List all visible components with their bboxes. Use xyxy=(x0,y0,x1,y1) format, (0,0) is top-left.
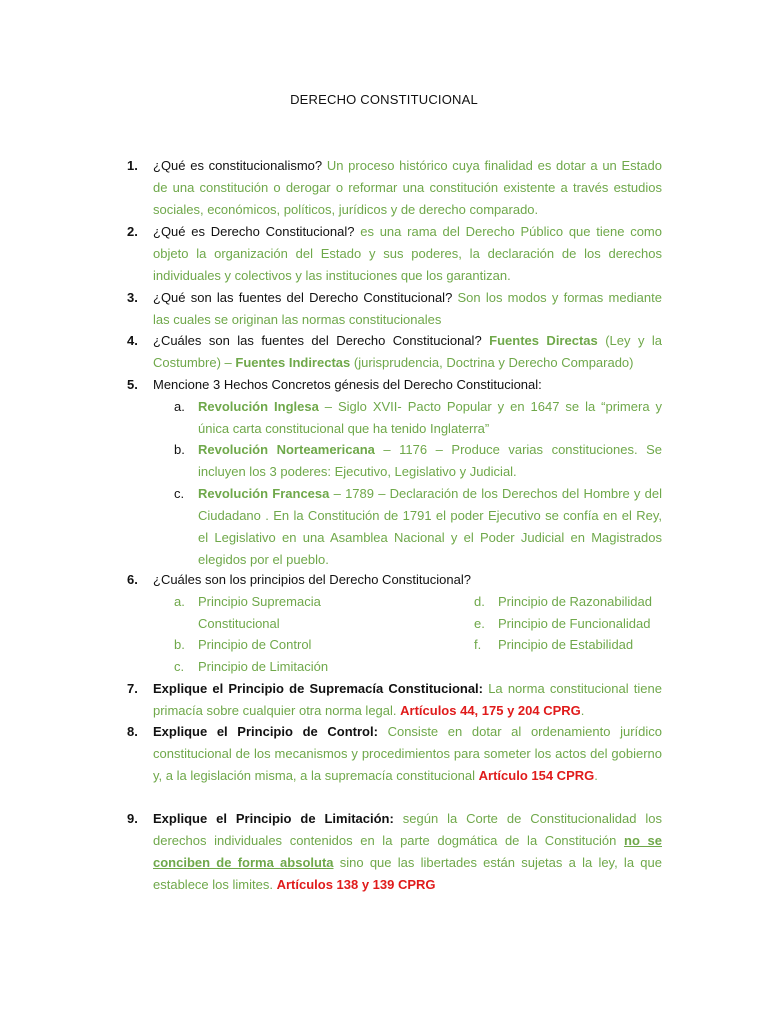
principle-label: Principio de Razonabilidad xyxy=(498,594,652,609)
question-text: ¿Qué es constitucionalismo? xyxy=(153,158,323,173)
indirect-sources-text: (jurisprudencia, Doctrina y Derecho Comparado) xyxy=(353,355,634,370)
answer-end: . xyxy=(580,703,585,718)
principle-f xyxy=(474,634,633,656)
answer-text: Un proceso histórico cuya finalidad es dotar a un Estado de una constitución o derogar o reformar una constitución existente a través estudios sociales, económicos, políticos, jurídicos y de derecho comparado. xyxy=(153,158,662,217)
item-letter: a. xyxy=(174,399,185,414)
principle-a-continued xyxy=(198,613,280,635)
principle-label: Principio de Limitación xyxy=(198,659,329,674)
question-number: 1. xyxy=(127,158,138,173)
question-3 xyxy=(128,287,662,331)
legal-reference: Artículos 138 y 139 CPRG xyxy=(276,877,436,892)
question-number: 4. xyxy=(127,333,138,348)
principle-label: Principio de Estabilidad xyxy=(498,637,634,652)
answer-text: es una rama del Derecho Público que tiene como objeto la organización del Estado y sus poderes, la declaración de los derechos individuales y colectivos y las instituciones que los garantizan. xyxy=(153,224,662,283)
question-text: Explique el Principio de Control: xyxy=(153,724,378,739)
item-letter: b. xyxy=(174,442,185,457)
question-number: 2. xyxy=(127,224,138,239)
question-number: 9. xyxy=(127,811,138,826)
question-text: ¿Cuáles son los principios del Derecho Constitucional? xyxy=(153,572,471,587)
event-item-c xyxy=(174,483,662,571)
question-6 xyxy=(128,569,662,591)
question-4 xyxy=(128,330,662,374)
principle-label: Principio de Control xyxy=(198,637,312,652)
principle-b xyxy=(174,634,311,656)
item-letter: c. xyxy=(174,486,185,501)
principle-a xyxy=(174,591,321,613)
legal-reference: Artículos 44, 175 y 204 CPRG xyxy=(400,703,581,718)
event-item-b xyxy=(174,439,662,483)
direct-sources-label: Fuentes Directas xyxy=(489,333,598,348)
question-7 xyxy=(128,678,662,722)
principle-label: Principio de Funcionalidad xyxy=(498,616,651,631)
event-label: Revolución Norteamericana xyxy=(198,442,375,457)
question-number: 8. xyxy=(127,724,138,739)
event-item-a xyxy=(174,396,662,440)
question-number: 7. xyxy=(127,681,138,696)
question-text: ¿Cuáles son las fuentes del Derecho Constitucional? xyxy=(153,333,482,348)
document-title: DERECHO CONSTITUCIONAL xyxy=(290,92,478,107)
item-letter: d. xyxy=(474,594,485,609)
event-label: Revolución Francesa xyxy=(198,486,330,501)
answer-text: Consiste en dotar al ordenamiento jurídico constitucional de los mecanismos y procedimientos para someter los actos del gobierno y, a la legislación misma, a la supremacía constitucional xyxy=(153,724,662,783)
question-number: 3. xyxy=(127,290,138,305)
question-8 xyxy=(128,721,662,787)
item-letter: a. xyxy=(174,594,185,609)
event-label: Revolución Inglesa xyxy=(198,399,319,414)
principle-d xyxy=(474,591,652,613)
question-text: ¿Qué son las fuentes del Derecho Constitucional? xyxy=(153,290,453,305)
question-number: 6. xyxy=(127,572,138,587)
indirect-sources-label: Fuentes Indirectas xyxy=(235,355,351,370)
legal-reference: Artículo 154 CPRG xyxy=(478,768,595,783)
answer-end: . xyxy=(594,768,598,783)
question-9 xyxy=(128,808,662,896)
question-1 xyxy=(128,155,662,221)
question-5 xyxy=(128,374,662,396)
question-text: Mencione 3 Hechos Concretos génesis del Derecho Constitucional: xyxy=(153,377,542,392)
answer-text: según la Corte de Constitucionalidad los derechos individuales contenidos en la parte dogmática de la Constitución xyxy=(153,811,662,848)
item-letter: e. xyxy=(474,616,485,631)
principle-label: Principio Supremacia xyxy=(198,594,321,609)
question-2 xyxy=(128,221,662,287)
question-text: Explique el Principio de Limitación: xyxy=(153,811,394,826)
direct-sources-text: (Ley y la Costumbre) – xyxy=(153,333,663,370)
principle-c xyxy=(174,656,328,678)
event-text: – Siglo XVII- Pacto Popular y en 1647 se la “primera y única carta constitucional que ha tenido Inglaterra” xyxy=(198,399,662,436)
emphasis-text: no se conciben de forma absoluta xyxy=(153,833,662,870)
answer-text-continued: sino que las libertades están sujetas a la ley, la que establece los limites. xyxy=(153,855,662,892)
principle-label-continued: Constitucional xyxy=(198,616,280,631)
answer-text: La norma constitucional tiene primacía sobre cualquier otra norma legal. xyxy=(153,681,662,718)
event-text: – 1176 – Produce varias constituciones. Se incluyen los 3 poderes: Ejecutivo, Legislativo y Judicial. xyxy=(198,442,662,479)
answer-text: Son los modos y formas mediante las cuales se originan las normas constitucionales xyxy=(153,290,662,327)
event-text: – 1789 – Declaración de los Derechos del Hombre y del Ciudadano . En la Constitución de 1791 el poder Ejecutivo se confía en el Rey, el Legislativo en una Asamblea Nacional y el Poder Judicial en Magistrados elegidos por el pueblo. xyxy=(198,486,662,567)
question-number: 5. xyxy=(127,377,138,392)
question-text: ¿Qué es Derecho Constitucional? xyxy=(153,224,355,239)
item-letter: c. xyxy=(174,659,185,674)
principle-e xyxy=(474,613,650,635)
question-text: Explique el Principio de Supremacía Constitucional: xyxy=(153,681,483,696)
item-letter: f. xyxy=(474,637,482,652)
item-letter: b. xyxy=(174,637,185,652)
